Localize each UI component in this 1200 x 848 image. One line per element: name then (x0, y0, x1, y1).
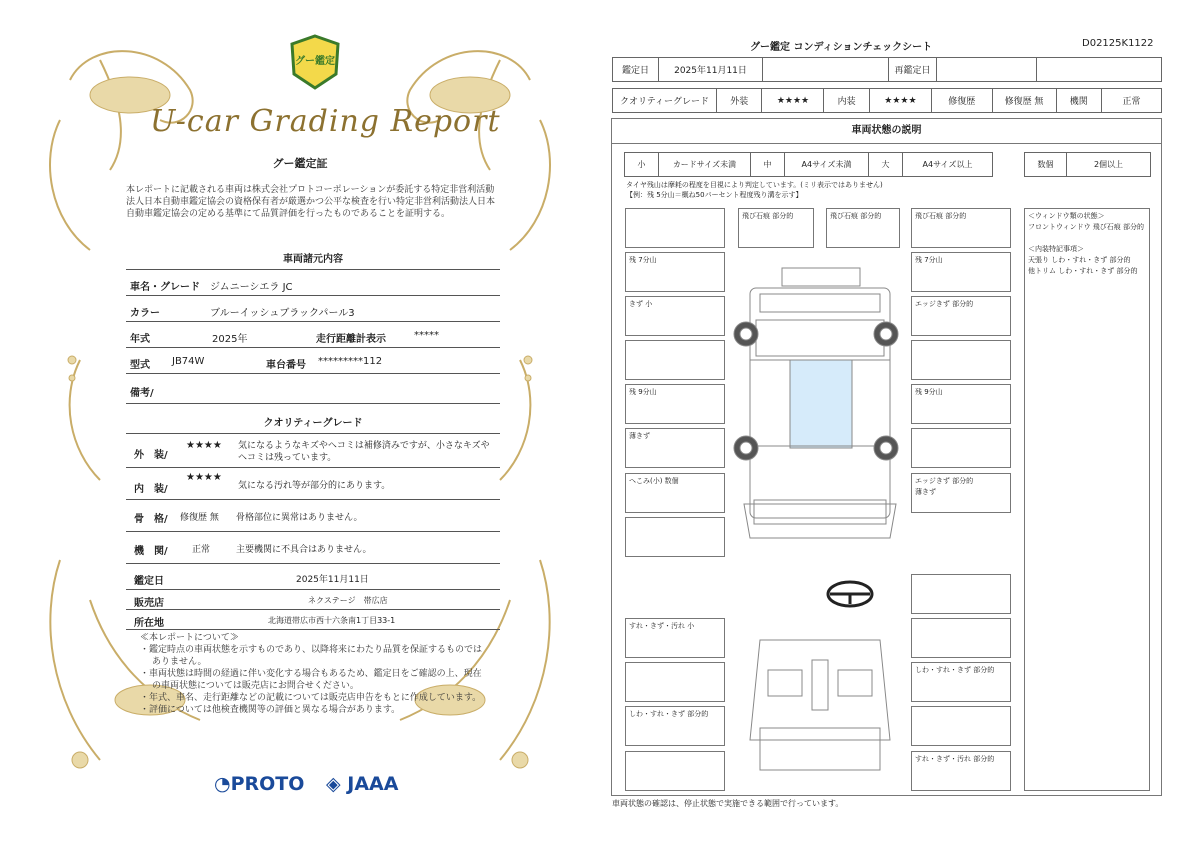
right-box-6 (911, 428, 1011, 468)
info-row-shop (126, 590, 500, 610)
spec-row-model (126, 348, 500, 374)
right-box-1: 飛び石痕 部分的 (911, 208, 1011, 248)
date-table (612, 57, 1162, 82)
size-legend (624, 152, 993, 177)
engine-note: 主要機関に不具合はありません。 (236, 545, 372, 555)
left-box-7: へこみ(小) 数個 (625, 473, 725, 513)
exterior-stars: ★★★★ (186, 440, 222, 451)
shop-value: ネクステージ 帯広店 (308, 596, 388, 605)
jaaa-logo (326, 773, 398, 795)
jaaa-logo-text: JAAA (347, 773, 399, 795)
quality-row-frame (126, 500, 500, 532)
goo-kantei-seal (286, 34, 344, 90)
report-title: U-car Grading Report (150, 104, 501, 139)
ext-stars: ★★★★ (762, 89, 824, 113)
note-item: ・評価については他検査機関等の評価と異なる場合があります。 (140, 705, 401, 715)
color-value: ブルーイッシュブラックパール3 (210, 308, 355, 319)
addr-label: 所在地 (134, 618, 164, 629)
engine-value: 正常 (1102, 89, 1162, 113)
spec-row-color (126, 296, 500, 322)
proto-mark-icon: ◔ (214, 773, 231, 795)
exterior-label: 外 装/ (134, 450, 168, 461)
frame-label: 骨 格/ (134, 514, 168, 525)
legend-count-desc: 2個以上 (1067, 153, 1151, 177)
notes-title: ≪本レポートについて≫ (140, 633, 239, 643)
interior-right-box-5: すれ・きず・汚れ 部分的 (911, 751, 1011, 791)
quality-row-engine (126, 532, 500, 564)
year-label: 年式 (130, 334, 150, 345)
model-value: JB74W (172, 356, 205, 367)
quality-row-interior (126, 468, 500, 500)
interior-left-box-1: すれ・きず・汚れ 小 (625, 618, 725, 658)
right-box-7: エッジきず 部分的 薄きず (911, 473, 1011, 513)
chassis-label: 車台番号 (266, 360, 306, 371)
interior-right-box-4 (911, 706, 1011, 746)
grade-table (612, 88, 1162, 113)
footer-note: 車両状態の確認は、停止状態で実施できる範囲で行っています。 (612, 799, 844, 808)
legend-mid-desc: A4サイズ未満 (785, 153, 869, 177)
quality-title: クオリティーグレード (263, 418, 363, 429)
left-box-1 (625, 208, 725, 248)
note-item: ・鑑定時点の車両状態を示すものであり、以降将来にわたり品質を保証するものではありません。 (140, 645, 483, 667)
interior-right-box-1 (911, 574, 1011, 614)
remarks-label: 備考/ (130, 388, 154, 399)
date-blank (763, 58, 889, 82)
info-row-date (126, 564, 500, 590)
seal-text: グー鑑定 (295, 56, 335, 67)
left-box-5: 残 9分山 (625, 384, 725, 424)
right-box-3: エッジきず 部分的 (911, 296, 1011, 336)
legend-count: 数個 (1025, 153, 1067, 177)
condition-check-sheet (600, 0, 1200, 848)
interior-left-box-3: しわ・すれ・きず 部分的 (625, 706, 725, 746)
right-box-2: 残 7分山 (911, 252, 1011, 292)
left-box-8 (625, 517, 725, 557)
interior-label: 内 装/ (134, 484, 168, 495)
date-value: 2025年11月11日 (296, 575, 369, 585)
note-item: ・車両状態は時間の経過に伴い変化する場合もあるため、鑑定日をご確認の上、現在の車両状態については販売店にお問合せください。 (140, 669, 482, 691)
cert-body: 本レポートに記載される車両は株式会社プロトコーポレーションが委託する特定非営利活動法人日本自動車鑑定協会の資格保有者が厳選かつ公平な検査を行い特定非営利活動法人日本自動車鑑定協会の定める基準にて品質評価を行ったものであることを証明する。 (126, 185, 496, 219)
name-label: 車名・グレード (130, 282, 200, 293)
year-value: 2025年 (212, 334, 248, 345)
legend-large: 大 (869, 153, 903, 177)
exterior-note: 気になるようなキズやヘコミは補修済みですが、小さなキズやヘコミは残っています。 (238, 441, 490, 463)
interior-right-box-2 (911, 618, 1011, 658)
sheet-title: グー鑑定 コンディションチェックシート (750, 42, 933, 53)
color-label: カラー (130, 308, 160, 319)
engine-value: 正常 (192, 545, 211, 555)
engine-label: 機関 (1056, 89, 1102, 113)
spec-row-name (126, 270, 500, 296)
shop-label: 販売店 (134, 598, 164, 609)
spec-title-rule (126, 262, 500, 270)
addr-value: 北海道帯広市西十六条南1丁目33-1 (268, 616, 396, 625)
interior-left-box-2 (625, 662, 725, 702)
mileage-value: ***** (414, 330, 439, 341)
int-stars: ★★★★ (869, 89, 931, 113)
top-box-2: 飛び石痕 部分的 (826, 208, 900, 248)
redate-label: 再鑑定日 (889, 58, 937, 82)
left-box-2: 残 7分山 (625, 252, 725, 292)
repair-label: 修復歴 (931, 89, 992, 113)
left-box-6: 薄きず (625, 428, 725, 468)
mileage-label: 走行距離計表示 (316, 334, 386, 345)
interior-stars: ★★★★ (186, 472, 222, 483)
chassis-value: *********112 (318, 356, 383, 367)
spec-title: 車両諸元内容 (283, 254, 343, 265)
legend-mid: 中 (751, 153, 785, 177)
name-value: ジムニーシエラ JC (210, 282, 293, 293)
doc-id: D02125K1122 (1082, 38, 1154, 49)
legend-large-desc: A4サイズ以上 (903, 153, 993, 177)
condition-title: 車両状態の説明 (611, 118, 1162, 144)
legend-small: 小 (625, 153, 659, 177)
count-legend (1024, 152, 1151, 177)
frame-value: 修復歴 無 (180, 513, 219, 523)
right-box-4 (911, 340, 1011, 380)
right-box-5: 残 9分山 (911, 384, 1011, 424)
top-box-1: 飛び石痕 部分的 (738, 208, 814, 248)
left-box-3: きず 小 (625, 296, 725, 336)
info-row-address (126, 610, 500, 630)
quality-row-exterior (126, 434, 500, 468)
frame-note: 骨格部位に異常はありません。 (236, 513, 363, 523)
ext-label: 外装 (717, 89, 762, 113)
redate-value (937, 58, 1037, 82)
cert-title: グー鑑定証 (272, 157, 328, 170)
side-notes: ＜ウィンドウ類の状態＞ フロントウィンドウ 飛び石痕 部分的 ＜内装特記事項＞ 天張り しわ・すれ・きず 部分的 他トリム しわ・すれ・きず 部分的 (1024, 208, 1150, 791)
jaaa-mark-icon: ◈ (326, 773, 341, 795)
note-item: ・年式、車名、走行距離などの記載については販売店申告をもとに作成しています。 (140, 693, 482, 703)
left-box-4 (625, 340, 725, 380)
proto-logo (214, 773, 304, 795)
date-label: 鑑定日 (613, 58, 659, 82)
date-value: 2025年11月11日 (659, 58, 763, 82)
spec-row-remarks (126, 374, 500, 404)
int-label: 内装 (824, 89, 869, 113)
tire-note-1: タイヤ残山は摩耗の程度を目視により判定しています。(ミリ表示ではありません) (626, 181, 883, 189)
proto-logo-text: PROTO (230, 773, 305, 795)
spec-row-year (126, 322, 500, 348)
interior-left-box-4 (625, 751, 725, 791)
interior-note: 気になる汚れ等が部分的にあります。 (238, 481, 391, 491)
repair-value: 修復歴 無 (992, 89, 1056, 113)
engine-label: 機 関/ (134, 546, 168, 557)
legend-small-desc: カードサイズ未満 (659, 153, 751, 177)
report-notes (140, 632, 490, 716)
date-label: 鑑定日 (134, 576, 164, 587)
grade-label: クオリティーグレード (613, 89, 717, 113)
interior-right-box-3: しわ・すれ・きず 部分的 (911, 662, 1011, 702)
model-label: 型式 (130, 360, 150, 371)
tire-note-2: 【例：残 5分山＝概ね50パーセント程度残り溝を示す】 (626, 191, 803, 199)
redate-blank (1037, 58, 1162, 82)
